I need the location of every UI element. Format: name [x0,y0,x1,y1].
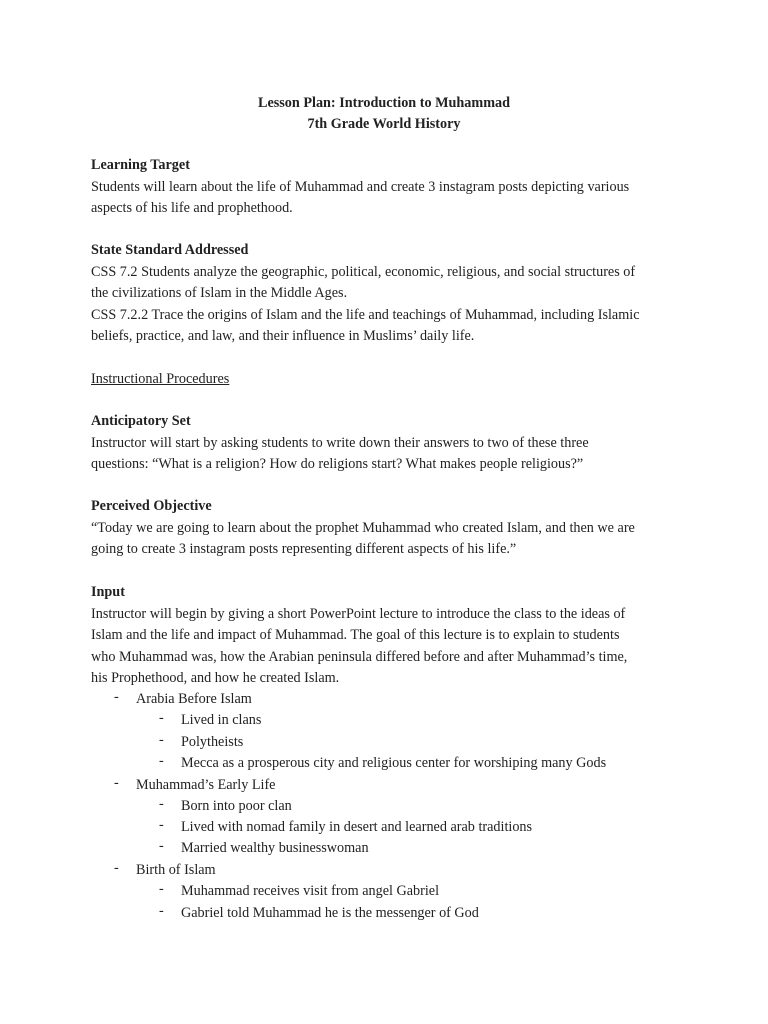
anticipatory-set-line: questions: “What is a religion? How do religions start? What makes people religious?” [91,456,584,472]
learning-target-line: Students will learn about the life of Muhammad and create 3 instagram posts depicting various [91,178,630,195]
outline-item: Born into poor clan [181,798,292,814]
anticipatory-set-section [91,411,691,476]
document-title: Lesson Plan: Introduction to Muhammad [258,95,510,111]
input-line: who Muhammad was, how the Arabian peninsula differed before and after Muhammad’s time, [91,648,628,665]
input-line: Islam and the life and impact of Muhammad. The goal of this lecture is to explain to students [91,627,620,643]
document-subtitle: 7th Grade World History [307,116,461,132]
state-standard-section [91,240,691,348]
learning-target-section [91,155,691,220]
state-standard-line: beliefs, practice, and law, and their influence in Muslims’ daily life. [91,328,475,344]
outline-item: Mecca as a prosperous city and religious center for worshiping many Gods [181,755,607,771]
outline-item: Muhammad receives visit from angel Gabriel [181,883,440,899]
outline-dash: - [159,732,164,748]
learning-target-line: aspects of his life and prophethood. [91,200,293,216]
outline-section-label: Birth of Islam [136,862,216,878]
outline-dash: - [159,903,164,919]
perceived-objective-line: “Today we are going to learn about the prophet Muhammad who created Islam, and then we are [91,519,635,536]
learning-target-heading: Learning Target [91,157,190,173]
state-standard-heading: State Standard Addressed [91,242,249,258]
perceived-objective-section [91,496,691,561]
outline-item: Polytheists [181,734,244,750]
outline-item: Married wealthy businesswoman [181,840,369,856]
perceived-objective-line: going to create 3 instagram posts representing different aspects of his life.” [91,541,517,557]
outline-section-label: Muhammad’s Early Life [136,777,276,793]
outline-dash: - [159,881,164,897]
anticipatory-set-line: Instructor will start by asking students to write down their answers to two of these three [91,434,589,451]
anticipatory-set-heading: Anticipatory Set [91,413,191,429]
outline-item: Lived with nomad family in desert and learned arab traditions [181,819,533,835]
outline-dash: - [159,796,164,812]
state-standard-line: the civilizations of Islam in the Middle Ages. [91,285,348,301]
outline-dash: - [114,860,119,876]
outline-dash: - [114,775,119,791]
outline-dash: - [159,817,164,833]
input-line: Instructor will begin by giving a short PowerPoint lecture to introduce the class to the ideas of [91,605,626,622]
outline-dash: - [159,838,164,854]
input-line: his Prophethood, and how he created Islam. [91,670,340,686]
outline-dash: - [114,689,119,705]
state-standard-line: CSS 7.2 Students analyze the geographic, political, economic, religious, and social structures of [91,263,636,280]
outline-dash: - [159,753,164,769]
outline-dash: - [159,710,164,726]
outline-item: Gabriel told Muhammad he is the messenger of God [181,905,479,921]
perceived-objective-heading: Perceived Objective [91,498,212,514]
outline-item: Lived in clans [181,712,262,728]
state-standard-line: CSS 7.2.2 Trace the origins of Islam and the life and teachings of Muhammad, including Islamic [91,306,640,323]
instructional-procedures-heading: Instructional Procedures [91,371,230,387]
input-heading: Input [91,584,125,600]
input-section [91,582,691,690]
outline-section-label: Arabia Before Islam [136,691,252,707]
